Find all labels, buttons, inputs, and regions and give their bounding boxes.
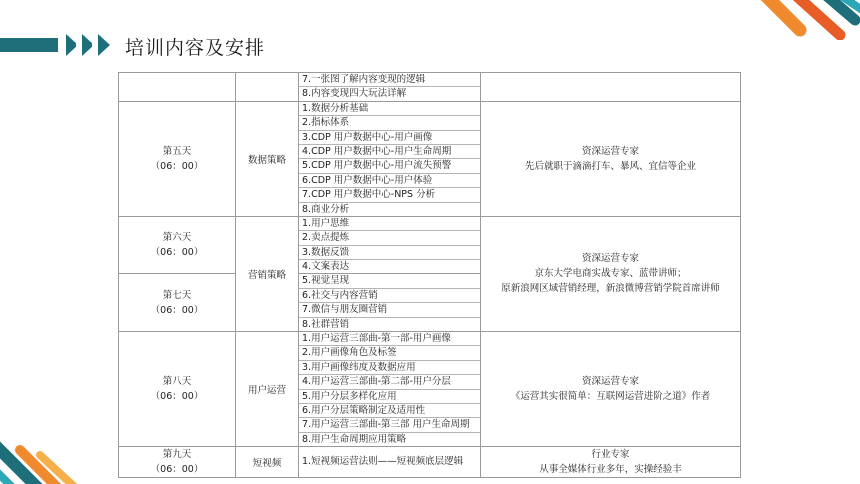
list-item: 4.CDP 用户数据中心-用户生命周期 bbox=[299, 145, 480, 159]
list-item: 5.视觉呈现 bbox=[299, 274, 480, 288]
list-item: 4.文案表达 bbox=[302, 261, 350, 273]
bottom-left-decoration bbox=[0, 420, 110, 484]
lecturer-title: 资深运营专家 bbox=[581, 253, 639, 265]
lecturer-desc: 京东大学电商实战专家、蓝带讲师； bbox=[534, 268, 687, 280]
list-item: 6.CDP 用户数据中心-用户体验 bbox=[299, 174, 480, 188]
lecturer-title: 资深运营专家 bbox=[581, 145, 639, 157]
list-item: 7.CDP 用户数据中心-NPS 分析 bbox=[299, 188, 480, 202]
list-item: 7.用户运营三部曲-第三部 用户生命周期 bbox=[299, 418, 480, 432]
items-cell bbox=[299, 216, 481, 274]
list-item: 2.卖点提炼 bbox=[299, 231, 480, 245]
list-item: 6.用户分层策略制定及适用性 bbox=[299, 404, 480, 418]
list-item: 7.微信与朋友圈营销 bbox=[299, 303, 480, 317]
table-row bbox=[119, 216, 741, 274]
category-cell bbox=[236, 73, 299, 102]
day-label: 第五天 bbox=[162, 145, 192, 157]
list-item: 3.CDP 用户数据中心-用户画像 bbox=[299, 131, 480, 145]
top-right-decoration bbox=[690, 0, 860, 40]
list-item: 8.用户生命周期应用策略 bbox=[302, 433, 407, 445]
lecturer-desc: 从事全媒体行业多年，实操经验丰 bbox=[539, 464, 682, 476]
time-label: （06：00） bbox=[150, 160, 204, 172]
list-item: 5.用户分层多样化应用 bbox=[299, 390, 480, 404]
list-item: 3.数据反馈 bbox=[299, 246, 480, 260]
items-cell bbox=[299, 101, 481, 216]
list-item: 8.社群营销 bbox=[302, 318, 350, 330]
lecturer-cell bbox=[481, 73, 741, 102]
lecturer-cell bbox=[481, 216, 741, 331]
time-label: （06：00） bbox=[150, 304, 204, 316]
list-item: 1.短视频运营法则——短视频底层逻辑 bbox=[302, 456, 464, 468]
list-item: 6.社交与内容营销 bbox=[299, 289, 480, 303]
time-label: （06：00） bbox=[150, 464, 204, 476]
table-row bbox=[119, 332, 741, 447]
list-item: 2.指标体系 bbox=[299, 116, 480, 130]
lecturer-cell bbox=[481, 332, 741, 447]
list-item: 4.用户运营三部曲-第二部-用户分层 bbox=[299, 375, 480, 389]
category-cell: 短视频 bbox=[236, 447, 299, 478]
table-row bbox=[119, 73, 741, 102]
table-row bbox=[119, 447, 741, 478]
list-item: 1.用户思维 bbox=[299, 217, 480, 231]
list-item: 1.用户运营三部曲-第一部-用户画像 bbox=[299, 332, 480, 346]
day-label: 第七天 bbox=[162, 289, 192, 301]
list-item: 3.用户画像纬度及数据应用 bbox=[299, 361, 480, 375]
lecturer-desc: 原新浪网区域营销经理，新浪微博营销学院首席讲师 bbox=[501, 283, 720, 295]
category-cell: 营销策略 bbox=[236, 216, 299, 331]
time-label: （06：00） bbox=[150, 391, 204, 403]
items-cell bbox=[299, 73, 481, 102]
lecturer-desc: 先后就职于滴滴打车、暴风、宜信等企业 bbox=[524, 160, 696, 172]
title-accent-bar bbox=[0, 38, 58, 52]
list-item: 5.CDP 用户数据中心-用户流失预警 bbox=[299, 159, 480, 173]
day-label: 第九天 bbox=[162, 449, 192, 461]
day-cell bbox=[119, 216, 236, 274]
lecturer-desc: 《运营其实很简单：互联网运营进阶之道》作者 bbox=[510, 391, 711, 403]
chevron-icon bbox=[98, 34, 110, 56]
page-title: 培训内容及安排 bbox=[125, 37, 266, 59]
lecturer-cell bbox=[481, 447, 741, 478]
items-cell bbox=[299, 274, 481, 332]
lecturer-title: 行业专家 bbox=[591, 449, 630, 461]
lecturer-title: 资深运营专家 bbox=[581, 376, 639, 388]
items-cell bbox=[299, 332, 481, 447]
list-item: 8.商业分析 bbox=[302, 203, 350, 215]
list-item: 2.用户画像角色及标签 bbox=[299, 346, 480, 360]
day-cell bbox=[119, 447, 236, 478]
day-cell bbox=[119, 332, 236, 447]
category-cell: 数据策略 bbox=[236, 101, 299, 216]
day-cell bbox=[119, 101, 236, 216]
day-cell bbox=[119, 73, 236, 102]
day-label: 第八天 bbox=[162, 376, 192, 388]
list-item: 7.一张图了解内容变现的逻辑 bbox=[299, 73, 480, 87]
day-cell bbox=[119, 274, 236, 332]
list-item: 8.内容变现四大玩法详解 bbox=[302, 88, 407, 100]
schedule-table bbox=[118, 72, 741, 478]
category-cell: 用户运营 bbox=[236, 332, 299, 447]
day-label: 第六天 bbox=[162, 232, 192, 244]
time-label: （06：00） bbox=[150, 247, 204, 259]
list-item: 1.数据分析基础 bbox=[299, 102, 480, 116]
items-cell bbox=[299, 447, 481, 478]
table-row bbox=[119, 101, 741, 216]
lecturer-cell bbox=[481, 101, 741, 216]
